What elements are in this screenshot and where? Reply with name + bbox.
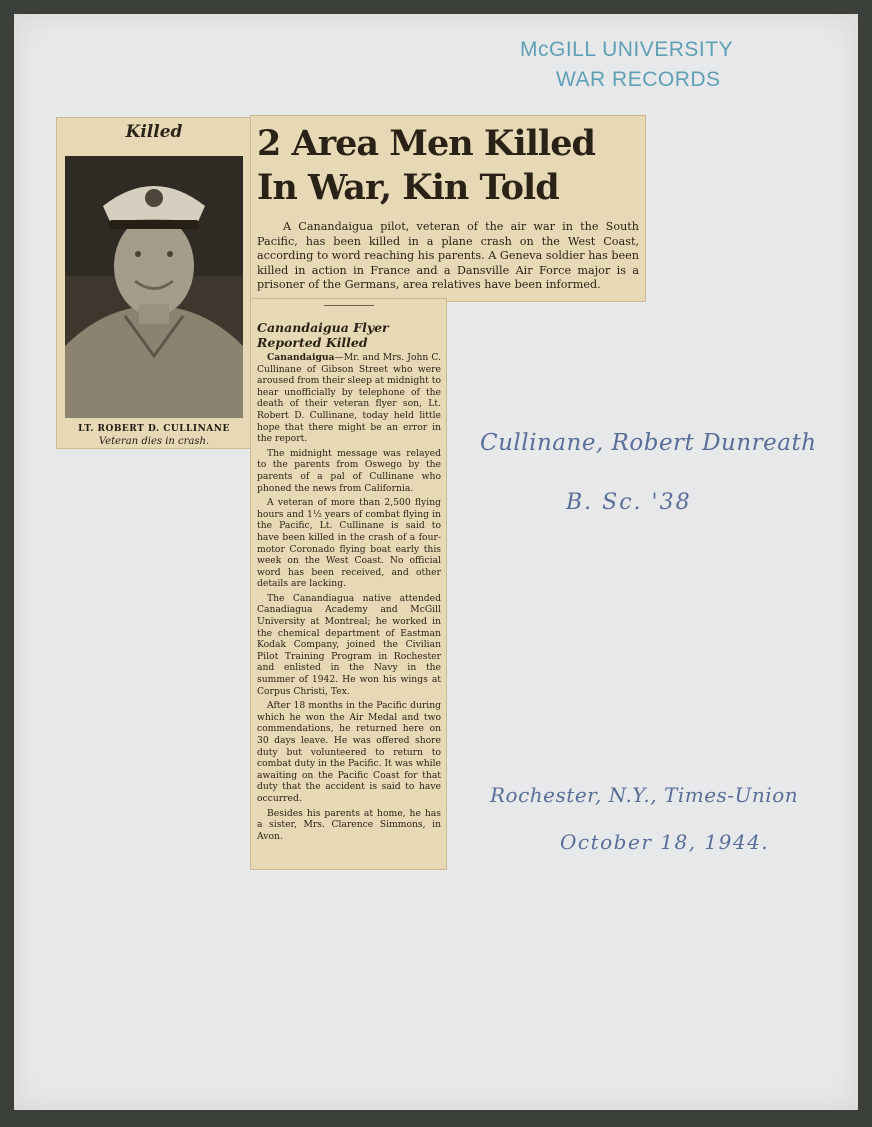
headline-line-1: 2 Area Men Killed bbox=[257, 123, 595, 164]
dateline: Canandaigua bbox=[267, 352, 335, 363]
stamp-line-1: McGILL UNIVERSITY bbox=[520, 38, 734, 61]
subheadline bbox=[257, 320, 441, 350]
paragraph-5: After 18 months in the Pacific during which he won the Air Medal and two commendations, he returned here on 30 days leave. He was offered shore duty but volunteered to return to combat duty in the Pacific. It was while awaiting on the Pacific Coast for that duty that the accident is said to have occurred. bbox=[257, 700, 441, 804]
headline-line-2: In War, Kin Told bbox=[257, 167, 559, 208]
war-records-stamp bbox=[0, 0, 872, 100]
photo-caption-name: LT. ROBERT D. CULLINANE bbox=[78, 424, 230, 434]
paragraph-4: The Canandiagua native attended Canadiagua Academy and McGill University at Montreal; he worked in the chemical department of Eastman Kodak Company, joined the Civilian Pilot Training Program in Rochester and enlisted in the Navy in the summer of 1942. He won his wings at Corpus Christi, Tex. bbox=[257, 592, 441, 697]
paragraph-3: A veteran of more than 2,500 flying hours and 1½ years of combat flying in the Pacific, Lt. Cullinane is said to have been killed in the crash of a four-motor Coronado flying boat early this week on the West Coast. No official word has been received, and other details are lacking. bbox=[257, 497, 441, 590]
handwritten-degree: B. Sc. '38 bbox=[566, 490, 692, 515]
column-clipping bbox=[250, 298, 447, 870]
killed-label: Killed bbox=[125, 122, 183, 142]
paragraph-1 bbox=[257, 352, 441, 445]
paragraph-1-text: —Mr. and Mrs. John C. Cullinane of Gibson Street who were aroused from their sleep at midnight to hear unofficially by telephone of the death of their veteran flyer son, Lt. Robert D. Cullinane, today held little hope that there might be an error in the report. bbox=[257, 352, 441, 445]
photo-clipping bbox=[56, 117, 252, 449]
handwritten-source: Rochester, N.Y., Times-Union bbox=[490, 783, 799, 807]
handwritten-date: October 18, 1944. bbox=[560, 830, 770, 854]
handwritten-name: Cullinane, Robert Dunreath bbox=[480, 430, 817, 456]
paragraph-2: The midnight message was relayed to the parents from Oswego by the parents of a pal of Cullinane who phoned the news from California. bbox=[257, 447, 441, 494]
headline-clipping bbox=[250, 115, 646, 302]
headline bbox=[257, 122, 637, 210]
portrait-photo bbox=[65, 156, 243, 418]
photo-caption-sub: Veteran dies in crash. bbox=[98, 436, 210, 447]
divider bbox=[324, 305, 374, 306]
lead-paragraph: A Canandaigua pilot, veteran of the air war in the South Pacific, has been killed in a plane crash on the West Coast, according to word reaching his parents. A Geneva soldier has been killed in action in France and a Dansville Air Force major is a prisoner of the Germans, area relatives have been informed. bbox=[257, 220, 639, 291]
subheadline-line-1: Canandaigua Flyer bbox=[257, 320, 389, 335]
article-column bbox=[257, 305, 441, 845]
portrait-illustration bbox=[65, 156, 243, 418]
paragraph-6: Besides his parents at home, he has a sister, Mrs. Clarence Simmons, in Avon. bbox=[257, 807, 441, 842]
subheadline-line-2: Reported Killed bbox=[257, 335, 368, 350]
stamp-line-2: WAR RECORDS bbox=[556, 68, 721, 91]
